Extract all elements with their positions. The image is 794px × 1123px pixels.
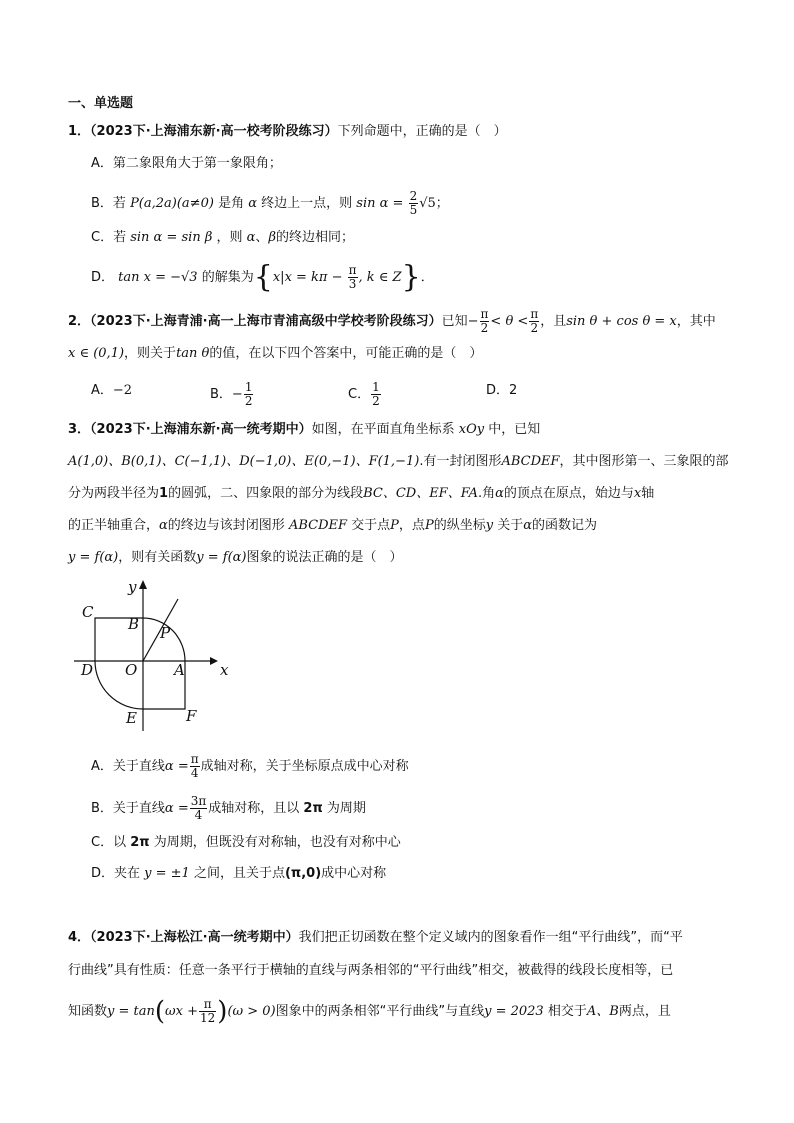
label-a: A	[174, 661, 185, 679]
q1-option-c	[91, 228, 354, 248]
question-4-stem	[68, 928, 683, 948]
math-symbol: P	[390, 518, 399, 533]
math-expression: sin α = sin β	[130, 230, 213, 245]
question-text: 如图，在平面直角坐标系	[311, 422, 455, 437]
math-expression: P(a,2a)(a≠0)	[130, 196, 214, 211]
question-source: （2023下·上海松江·高一统考期中）	[90, 930, 299, 945]
set-bar: |	[280, 270, 285, 285]
question-number: 3．	[68, 422, 91, 437]
question-text: 中，已知	[488, 422, 541, 437]
label-x: x	[220, 661, 229, 679]
question-text: 我们把正切函数在整个定义域内的图象看作一组“平行曲线”，而“平	[298, 930, 683, 945]
question-text: 下列命题中，正确的是（ ）	[337, 124, 507, 139]
question-text: ，则关于	[124, 346, 177, 361]
question-text: 已知	[441, 314, 468, 329]
math-expression: y = f(α)	[196, 550, 247, 565]
question-text: 的终边与该封闭图形	[167, 518, 285, 533]
question-number: 2．	[68, 314, 91, 329]
option-text: B．若	[91, 196, 126, 211]
question-4-line-2: 行曲线”具有性质：任意一条平行于横轴的直线与两条相邻的“平行曲线”相交，被截得的线段长度相等，已	[68, 963, 674, 978]
math-expression: x = kπ −	[284, 270, 343, 285]
question-text: 的正半轴重合，	[68, 518, 160, 533]
q2-option-c: C． $\frac{1}{2}$	[348, 380, 380, 408]
label-b: B	[128, 615, 140, 633]
math-expression: , k ∈ Z	[358, 270, 402, 285]
label-c: C	[82, 603, 94, 621]
fraction: $\frac{\pi}{2}$	[480, 307, 489, 335]
math-symbol: ABCDEF	[288, 518, 348, 533]
label-p: P	[160, 624, 171, 642]
math-expression: tan x = −√3	[118, 270, 198, 285]
question-text: 的纵坐标	[433, 518, 486, 533]
question-text: 关于	[497, 518, 524, 533]
question-text: ，则有关函数	[118, 550, 197, 565]
question-2-stem	[68, 308, 716, 335]
label-o: O	[125, 661, 138, 679]
question-source: （2023下·上海青浦·高一上海市青浦高级中学校考阶段练习）	[90, 314, 442, 329]
label-e: E	[126, 709, 137, 727]
option-text: ；	[435, 196, 449, 211]
math-expression: < θ <	[490, 314, 529, 329]
option-text: ，则	[216, 230, 243, 245]
math-symbol: α	[159, 518, 168, 533]
question-text: 图象的说法正确的是（ ）	[246, 550, 403, 565]
x-axis-arrow	[210, 657, 218, 665]
math-expression: y = f(α)	[68, 550, 119, 565]
q3-option-c: C．以 2π 为周期，但既没有对称轴，也没有对称中心	[91, 835, 401, 850]
question-text: 交于点	[351, 518, 391, 533]
math-expression: tan θ	[176, 346, 210, 361]
math-expression: sin θ + cos θ = x	[566, 314, 677, 329]
question-text: 的函数记为	[532, 518, 598, 533]
q3-option-d: D．夹在 y = ±1 之间，且关于点(π,0)成中心对称	[91, 866, 387, 881]
option-text: D．	[91, 270, 115, 285]
question-text: ，点	[398, 518, 425, 533]
q1-option-d	[91, 259, 434, 295]
math-symbol: α	[523, 518, 532, 533]
question-text: 的圆弧，二、四象限的部分为线段	[168, 486, 364, 501]
fraction: $\frac{2}{5}$	[409, 189, 418, 217]
question-4-line-3: 知函数y = tan(ωx + $\frac{\pi}{12}$ )(ω > 0)图象中的两条相邻“平行曲线”与直线y = 2023 相交于A、B两点，且	[68, 996, 671, 1027]
question-text: ，其中图形第一、三象限的部	[559, 454, 729, 469]
q1-option-b	[91, 190, 449, 217]
math-expression: BC、CD、EF、FA	[363, 486, 478, 501]
q2-option-d: D．2	[486, 383, 518, 398]
label-y: y	[128, 578, 137, 596]
math-number: 1	[159, 486, 169, 501]
coordinate-diagram	[70, 575, 230, 735]
question-number: 4．	[68, 930, 91, 945]
label-f: F	[186, 707, 197, 725]
question-3-line-4	[68, 516, 597, 536]
question-3-line-3	[68, 484, 654, 504]
y-axis-arrow	[139, 580, 147, 589]
question-text: 分为两段半径为	[68, 486, 160, 501]
q1-option-a: A．第二象限角大于第一象限角；	[91, 156, 282, 171]
option-text: 、	[255, 230, 269, 245]
question-2-line-2	[68, 344, 482, 364]
fraction: $\frac{\pi}{3}$	[348, 263, 357, 291]
math-symbol: α	[248, 196, 257, 211]
math-expression: √5	[419, 196, 436, 211]
math-symbol: β	[268, 230, 276, 245]
math-symbol: xOy	[458, 422, 485, 437]
question-text: .角	[477, 486, 496, 501]
math-expression: sin α =	[356, 196, 404, 211]
question-text: ，其中	[676, 314, 716, 329]
option-text: C．若	[91, 230, 127, 245]
section-title: 一、单选题	[68, 96, 134, 111]
option-text: 终边上一点，则	[261, 196, 353, 211]
option-text: 的解集为	[201, 270, 254, 285]
q3-option-a: A．关于直线α = $\frac{\pi}{4}$ 成轴对称，关于坐标原点成中心对称	[91, 752, 409, 780]
option-text: ．	[420, 270, 434, 285]
question-1-stem	[68, 122, 507, 142]
math-symbol: x	[272, 270, 281, 285]
math-expression: A(1,0)、B(0,1)、C(−1,1)、D(−1,0)、E(0,−1)、F(1,−1)	[68, 454, 420, 469]
q2-option-b: B．− $\frac{1}{2}$	[210, 380, 253, 408]
math-symbol: ABCDEF	[501, 454, 560, 469]
question-number: 1．	[68, 124, 91, 139]
question-text: .有一封闭图形	[419, 454, 502, 469]
question-text: 轴	[641, 486, 655, 501]
math-expression: x ∈ (0,1)	[68, 346, 125, 361]
math-symbol: y	[485, 518, 494, 533]
math-symbol: α	[495, 486, 504, 501]
right-brace: }	[401, 259, 421, 295]
closed-figure	[95, 618, 185, 709]
math-symbol: P	[424, 518, 434, 533]
question-text: 的顶点在原点，始边与	[503, 486, 634, 501]
q2-option-a: A．−2	[91, 383, 133, 398]
question-3-stem	[68, 420, 540, 440]
question-3-line-5	[68, 548, 403, 568]
option-text: 的终边相同；	[275, 230, 354, 245]
math-symbol: −	[467, 314, 479, 329]
question-source: （2023下·上海浦东新·高一校考阶段练习）	[90, 124, 338, 139]
fraction: $\frac{\pi}{2}$	[530, 307, 539, 335]
q3-option-b: B．关于直线α = $\frac{3\pi}{4}$ 成轴对称，且以 2π 为周期	[91, 794, 366, 822]
left-brace: {	[253, 259, 273, 295]
math-symbol: x	[633, 486, 642, 501]
question-3-line-2	[68, 452, 729, 472]
question-source: （2023下·上海浦东新·高一统考期中）	[90, 422, 312, 437]
label-d: D	[81, 661, 94, 679]
question-text: ，且	[540, 314, 567, 329]
option-text: 是角	[218, 196, 245, 211]
math-symbol: α	[246, 230, 256, 245]
question-text: 的值，在以下四个答案中，可能正确的是（ ）	[209, 346, 483, 361]
